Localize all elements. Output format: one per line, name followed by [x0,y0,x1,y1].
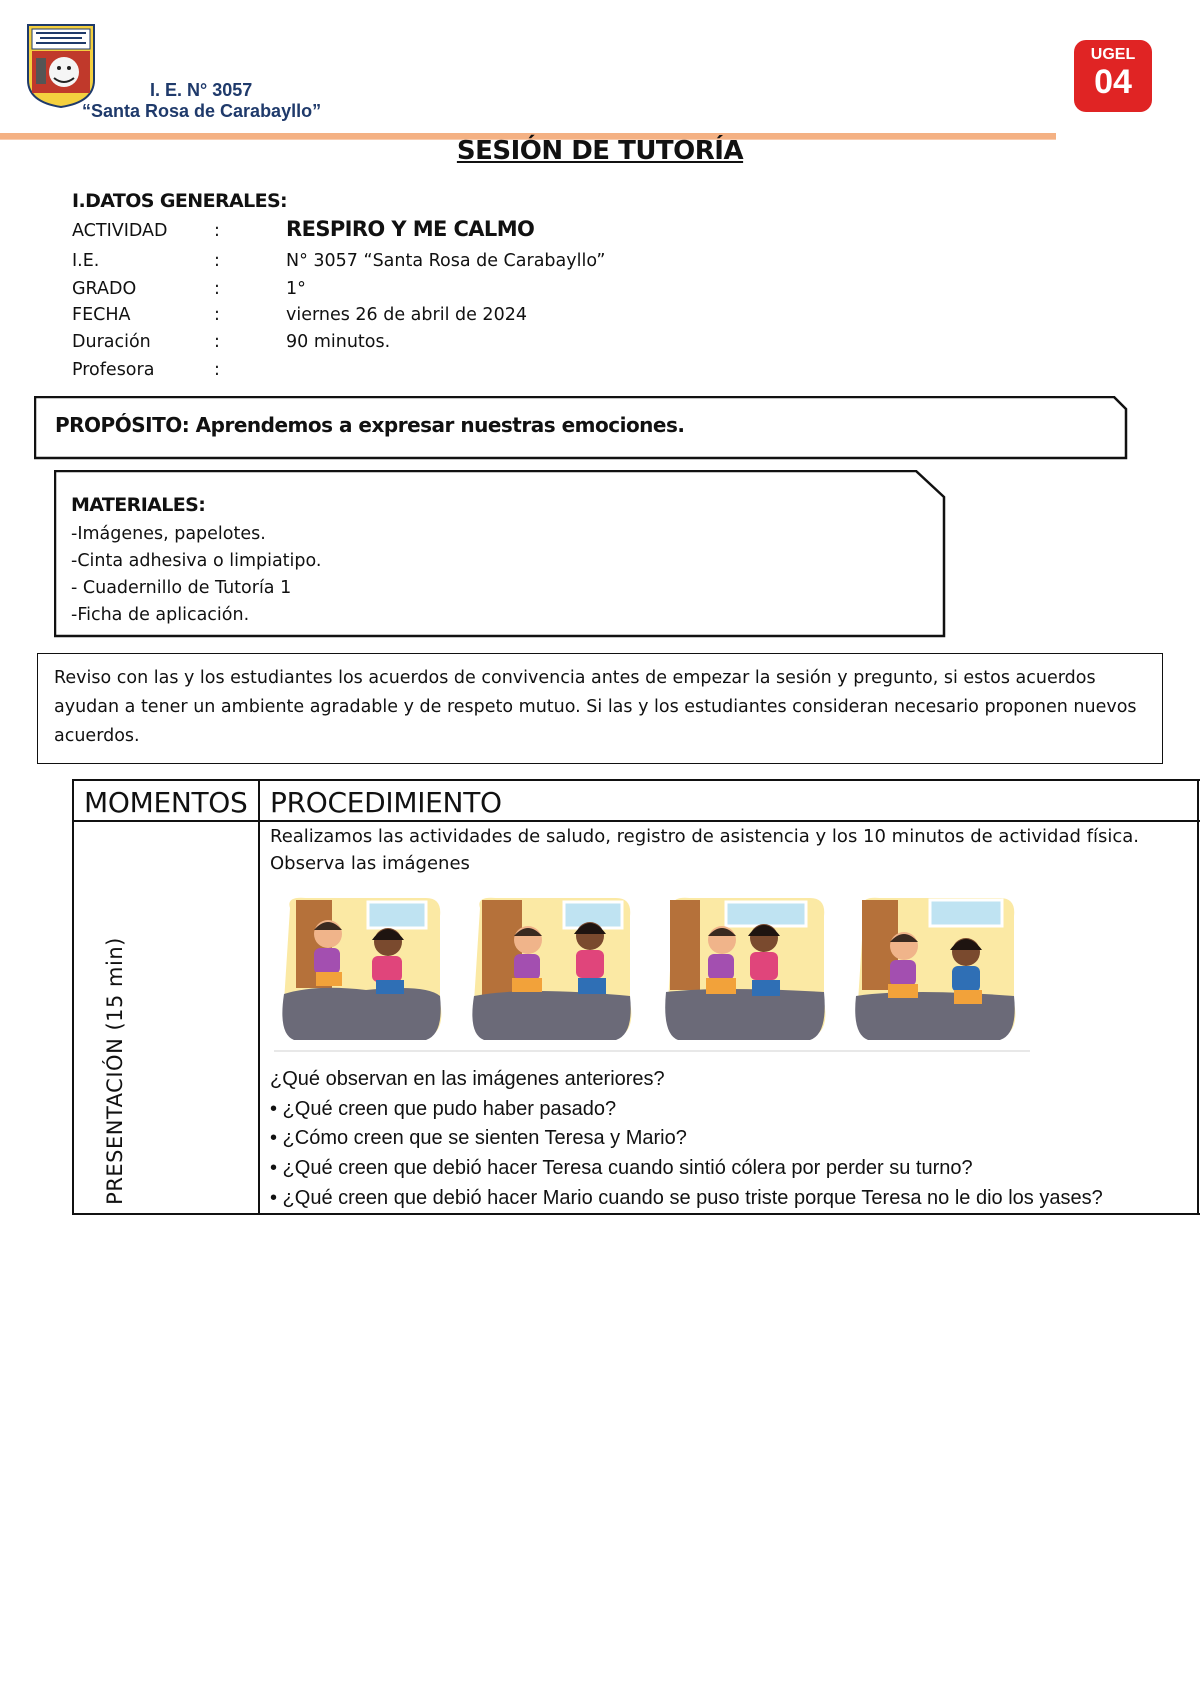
material-item: -Cinta adhesiva o limpiatipo. [71,551,322,571]
question-line: • ¿Qué creen que pudo haber pasado? [270,1098,617,1120]
dg-label: ACTIVIDAD [72,221,168,241]
materiales-heading: MATERIALES: [71,494,206,516]
children-playing-illustration-3 [660,892,832,1048]
col-header-momentos: MOMENTOS [84,786,248,819]
col-header-procedimiento: PROCEDIMIENTO [270,786,502,819]
dg-colon: : [214,360,220,380]
children-playing-illustration-1 [276,892,448,1048]
procedure-line: Observa las imágenes [270,853,470,874]
school-name-line1: I. E. N° 3057 [150,80,253,100]
ugel-logo [1074,40,1152,112]
dg-colon: : [214,332,220,352]
ugel-logo-text: UGEL [1090,46,1136,63]
table-border-left [72,779,74,1215]
illustration-baseline [274,1050,1030,1052]
table-column-divider [258,779,260,1215]
material-item: -Imágenes, papelotes. [71,524,266,544]
dg-label: I.E. [72,251,100,271]
dg-colon: : [214,305,220,325]
dg-label: GRADO [72,279,137,299]
dg-label: Duración [72,332,151,352]
dg-value-duracion: 90 minutos. [286,332,391,352]
moment-label: PRESENTACIÓN (15 min) [103,937,127,1205]
dg-colon: : [214,221,220,241]
dg-label: FECHA [72,305,131,325]
dg-colon: : [214,279,220,299]
dg-label: Profesora [72,360,155,380]
table-border-right [1197,779,1199,1215]
proposito-text: PROPÓSITO: Aprendemos a expresar nuestras emociones. [55,413,685,437]
intro-text: Reviso con las y los estudiantes los acuerdos de convivencia antes de empezar la sesión y pregunto, si estos acuerdos ayudan a tener un ambiente agradable y de respeto mutuo. Si las y los estudiantes consideran necesario proponen nuevos acuerdos. [54,668,1137,746]
datos-generales-heading: I.DATOS GENERALES: [72,190,288,212]
material-item: - Cuadernillo de Tutoría 1 [71,578,292,598]
question-line: ¿Qué observan en las imágenes anteriores? [270,1068,665,1090]
question-line: • ¿Qué creen que debió hacer Teresa cuando sintió cólera por perder su turno? [270,1157,973,1179]
school-crest-icon [24,22,98,108]
question-line: • ¿Cómo creen que se sienten Teresa y Mario? [270,1127,687,1149]
dg-value-grado: 1° [286,279,306,299]
table-border-top [72,779,1200,781]
children-playing-illustration-2 [466,892,638,1048]
dg-colon: : [214,251,220,271]
table-border-bottom [72,1213,1200,1215]
page-title: SESIÓN DE TUTORÍA [456,136,744,166]
school-name-line2: “Santa Rosa de Carabayllo” [82,101,322,121]
dg-value-fecha: viernes 26 de abril de 2024 [286,305,527,325]
procedure-line: Realizamos las actividades de saludo, registro de asistencia y los 10 minutos de actividad física. [270,826,1140,847]
ugel-logo-number: 04 [1094,63,1132,101]
table-header-divider [72,820,1200,822]
dg-value-actividad: RESPIRO Y ME CALMO [286,217,535,241]
children-playing-illustration-4 [850,892,1022,1048]
dg-value-ie: N° 3057 “Santa Rosa de Carabayllo” [286,251,606,271]
question-line: • ¿Qué creen que debió hacer Mario cuando se puso triste porque Teresa no le dio los yases? [270,1187,1103,1209]
material-item: -Ficha de aplicación. [71,605,250,625]
